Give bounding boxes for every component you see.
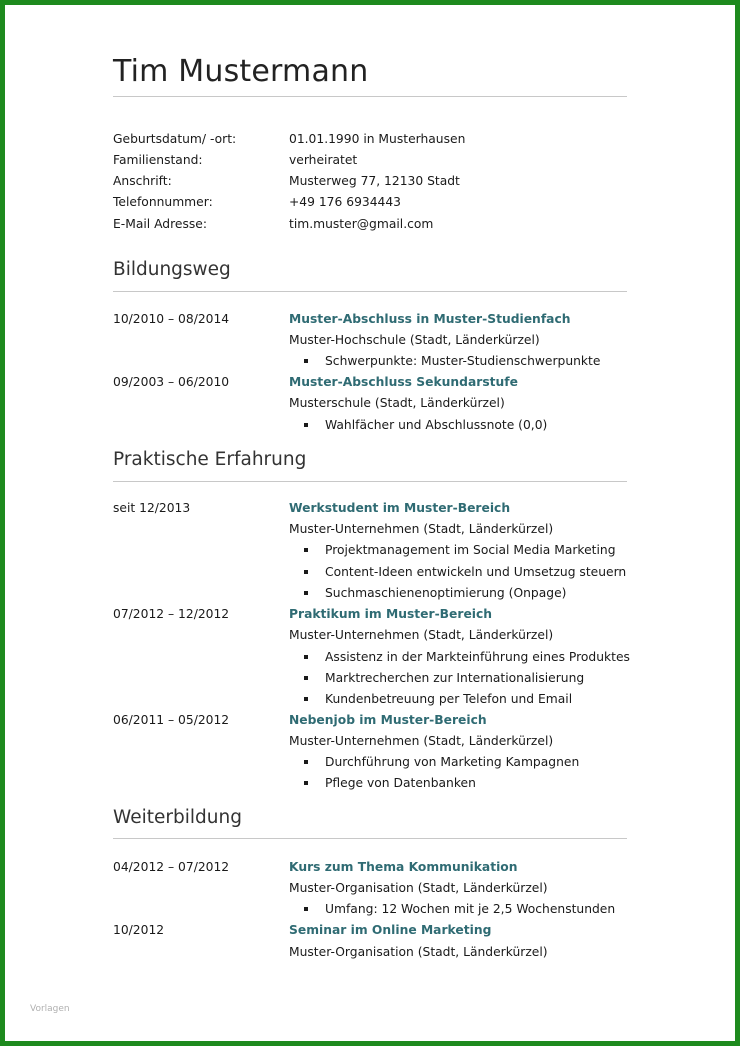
entry-org-text: Muster-Hochschule (Stadt, Länderkürzel) [289, 333, 540, 347]
entry-bullet [113, 540, 627, 561]
bullet-text: Suchmaschienenoptimierung (Onpage) [325, 586, 567, 600]
entry-title: Werkstudent im Muster-Bereich [289, 501, 511, 515]
entry-header [113, 920, 627, 941]
section-divider [113, 838, 627, 839]
entry-bullet [113, 415, 627, 436]
personal-label: Familienstand: [113, 153, 203, 167]
entry-org [113, 330, 627, 351]
section-divider [113, 291, 627, 292]
entry-bullet [113, 562, 627, 583]
entry-title: Nebenjob im Muster-Bereich [289, 713, 487, 727]
entry-date: 09/2003 – 06/2010 [113, 375, 230, 389]
bullet-text: Assistenz in der Markteinführung eines Produktes [325, 650, 630, 664]
bullet-marker-icon [304, 697, 308, 701]
entry-bullet [113, 773, 627, 794]
personal-value: 01.01.1990 in Musterhausen [289, 132, 466, 146]
bullet-marker-icon [304, 676, 308, 680]
entry-org [113, 625, 627, 646]
entry-org-text: Muster-Unternehmen (Stadt, Länderkürzel) [289, 734, 554, 748]
bullet-text: Umfang: 12 Wochen mit je 2,5 Wochenstunden [325, 902, 616, 916]
bullet-marker-icon [304, 359, 308, 363]
entry-date: 10/2012 [113, 923, 165, 937]
entry-date: seit 12/2013 [113, 501, 191, 515]
entry-bullet [113, 752, 627, 773]
entry-title: Praktikum im Muster-Bereich [289, 607, 493, 621]
entry-org [113, 519, 627, 540]
entry-org-text: Muster-Organisation (Stadt, Länderkürzel) [289, 945, 548, 959]
bullet-text: Content-Ideen entwickeln und Umsetzug steuern [325, 565, 627, 579]
entry-date: 04/2012 – 07/2012 [113, 860, 230, 874]
entry-header [113, 604, 627, 625]
bullet-marker-icon [304, 548, 308, 552]
bullet-marker-icon [304, 423, 308, 427]
bullet-marker-icon [304, 570, 308, 574]
entry-header [113, 372, 627, 393]
entry-header [113, 309, 627, 330]
personal-label: Geburtsdatum/ -ort: [113, 132, 237, 146]
entry-date: 07/2012 – 12/2012 [113, 607, 230, 621]
personal-value: tim.muster@gmail.com [289, 217, 434, 231]
entry-header [113, 710, 627, 731]
entry-title: Muster-Abschluss in Muster-Studienfach [289, 312, 571, 326]
entry-org-text: Musterschule (Stadt, Länderkürzel) [289, 396, 505, 410]
bullet-text: Pflege von Datenbanken [325, 776, 476, 790]
personal-value: +49 176 6934443 [289, 195, 402, 209]
section-title-education: Bildungsweg [113, 259, 231, 280]
bullet-marker-icon [304, 907, 308, 911]
bullet-text: Durchführung von Marketing Kampagnen [325, 755, 580, 769]
entry-bullet [113, 583, 627, 604]
entry-org [113, 942, 627, 963]
bullet-text: Projektmanagement im Social Media Marketing [325, 543, 616, 557]
entry-bullet [113, 351, 627, 372]
personal-value: Musterweg 77, 12130 Stadt [289, 174, 460, 188]
entry-bullet [113, 689, 627, 710]
personal-label: Anschrift: [113, 174, 172, 188]
section-title-experience: Praktische Erfahrung [113, 449, 307, 470]
bullet-text: Marktrecherchen zur Internationalisierung [325, 671, 585, 685]
entry-header [113, 498, 627, 519]
person-name: Tim Mustermann [113, 54, 369, 89]
entry-org-text: Muster-Unternehmen (Stadt, Länderkürzel) [289, 628, 554, 642]
bullet-text: Kundenbetreuung per Telefon und Email [325, 692, 573, 706]
entry-title: Seminar im Online Marketing [289, 923, 492, 937]
entry-org-text: Muster-Unternehmen (Stadt, Länderkürzel) [289, 522, 554, 536]
entry-bullet [113, 668, 627, 689]
personal-row [113, 171, 627, 192]
entry-org [113, 731, 627, 752]
personal-row [113, 214, 627, 235]
personal-value: verheiratet [289, 153, 358, 167]
bullet-marker-icon [304, 760, 308, 764]
entry-bullet [113, 899, 627, 920]
personal-row [113, 192, 627, 213]
entry-org [113, 878, 627, 899]
bullet-marker-icon [304, 655, 308, 659]
personal-row [113, 129, 627, 150]
entry-org-text: Muster-Organisation (Stadt, Länderkürzel) [289, 881, 548, 895]
bullet-text: Schwerpunkte: Muster-Studienschwerpunkte [325, 354, 601, 368]
watermark-text: Vorlagen [30, 1004, 70, 1014]
personal-label: E-Mail Adresse: [113, 217, 207, 231]
entry-date: 10/2010 – 08/2014 [113, 312, 230, 326]
section-title-training: Weiterbildung [113, 807, 242, 828]
entry-date: 06/2011 – 05/2012 [113, 713, 230, 727]
entry-title: Kurs zum Thema Kommunikation [289, 860, 518, 874]
name-divider [113, 96, 627, 97]
section-divider [113, 481, 627, 482]
entry-org [113, 393, 627, 414]
bullet-text: Wahlfächer und Abschlussnote (0,0) [325, 418, 548, 432]
bullet-marker-icon [304, 781, 308, 785]
entry-bullet [113, 647, 630, 668]
bullet-marker-icon [304, 591, 308, 595]
personal-label: Telefonnummer: [113, 195, 213, 209]
entry-title: Muster-Abschluss Sekundarstufe [289, 375, 518, 389]
personal-row [113, 150, 627, 171]
entry-header [113, 857, 627, 878]
